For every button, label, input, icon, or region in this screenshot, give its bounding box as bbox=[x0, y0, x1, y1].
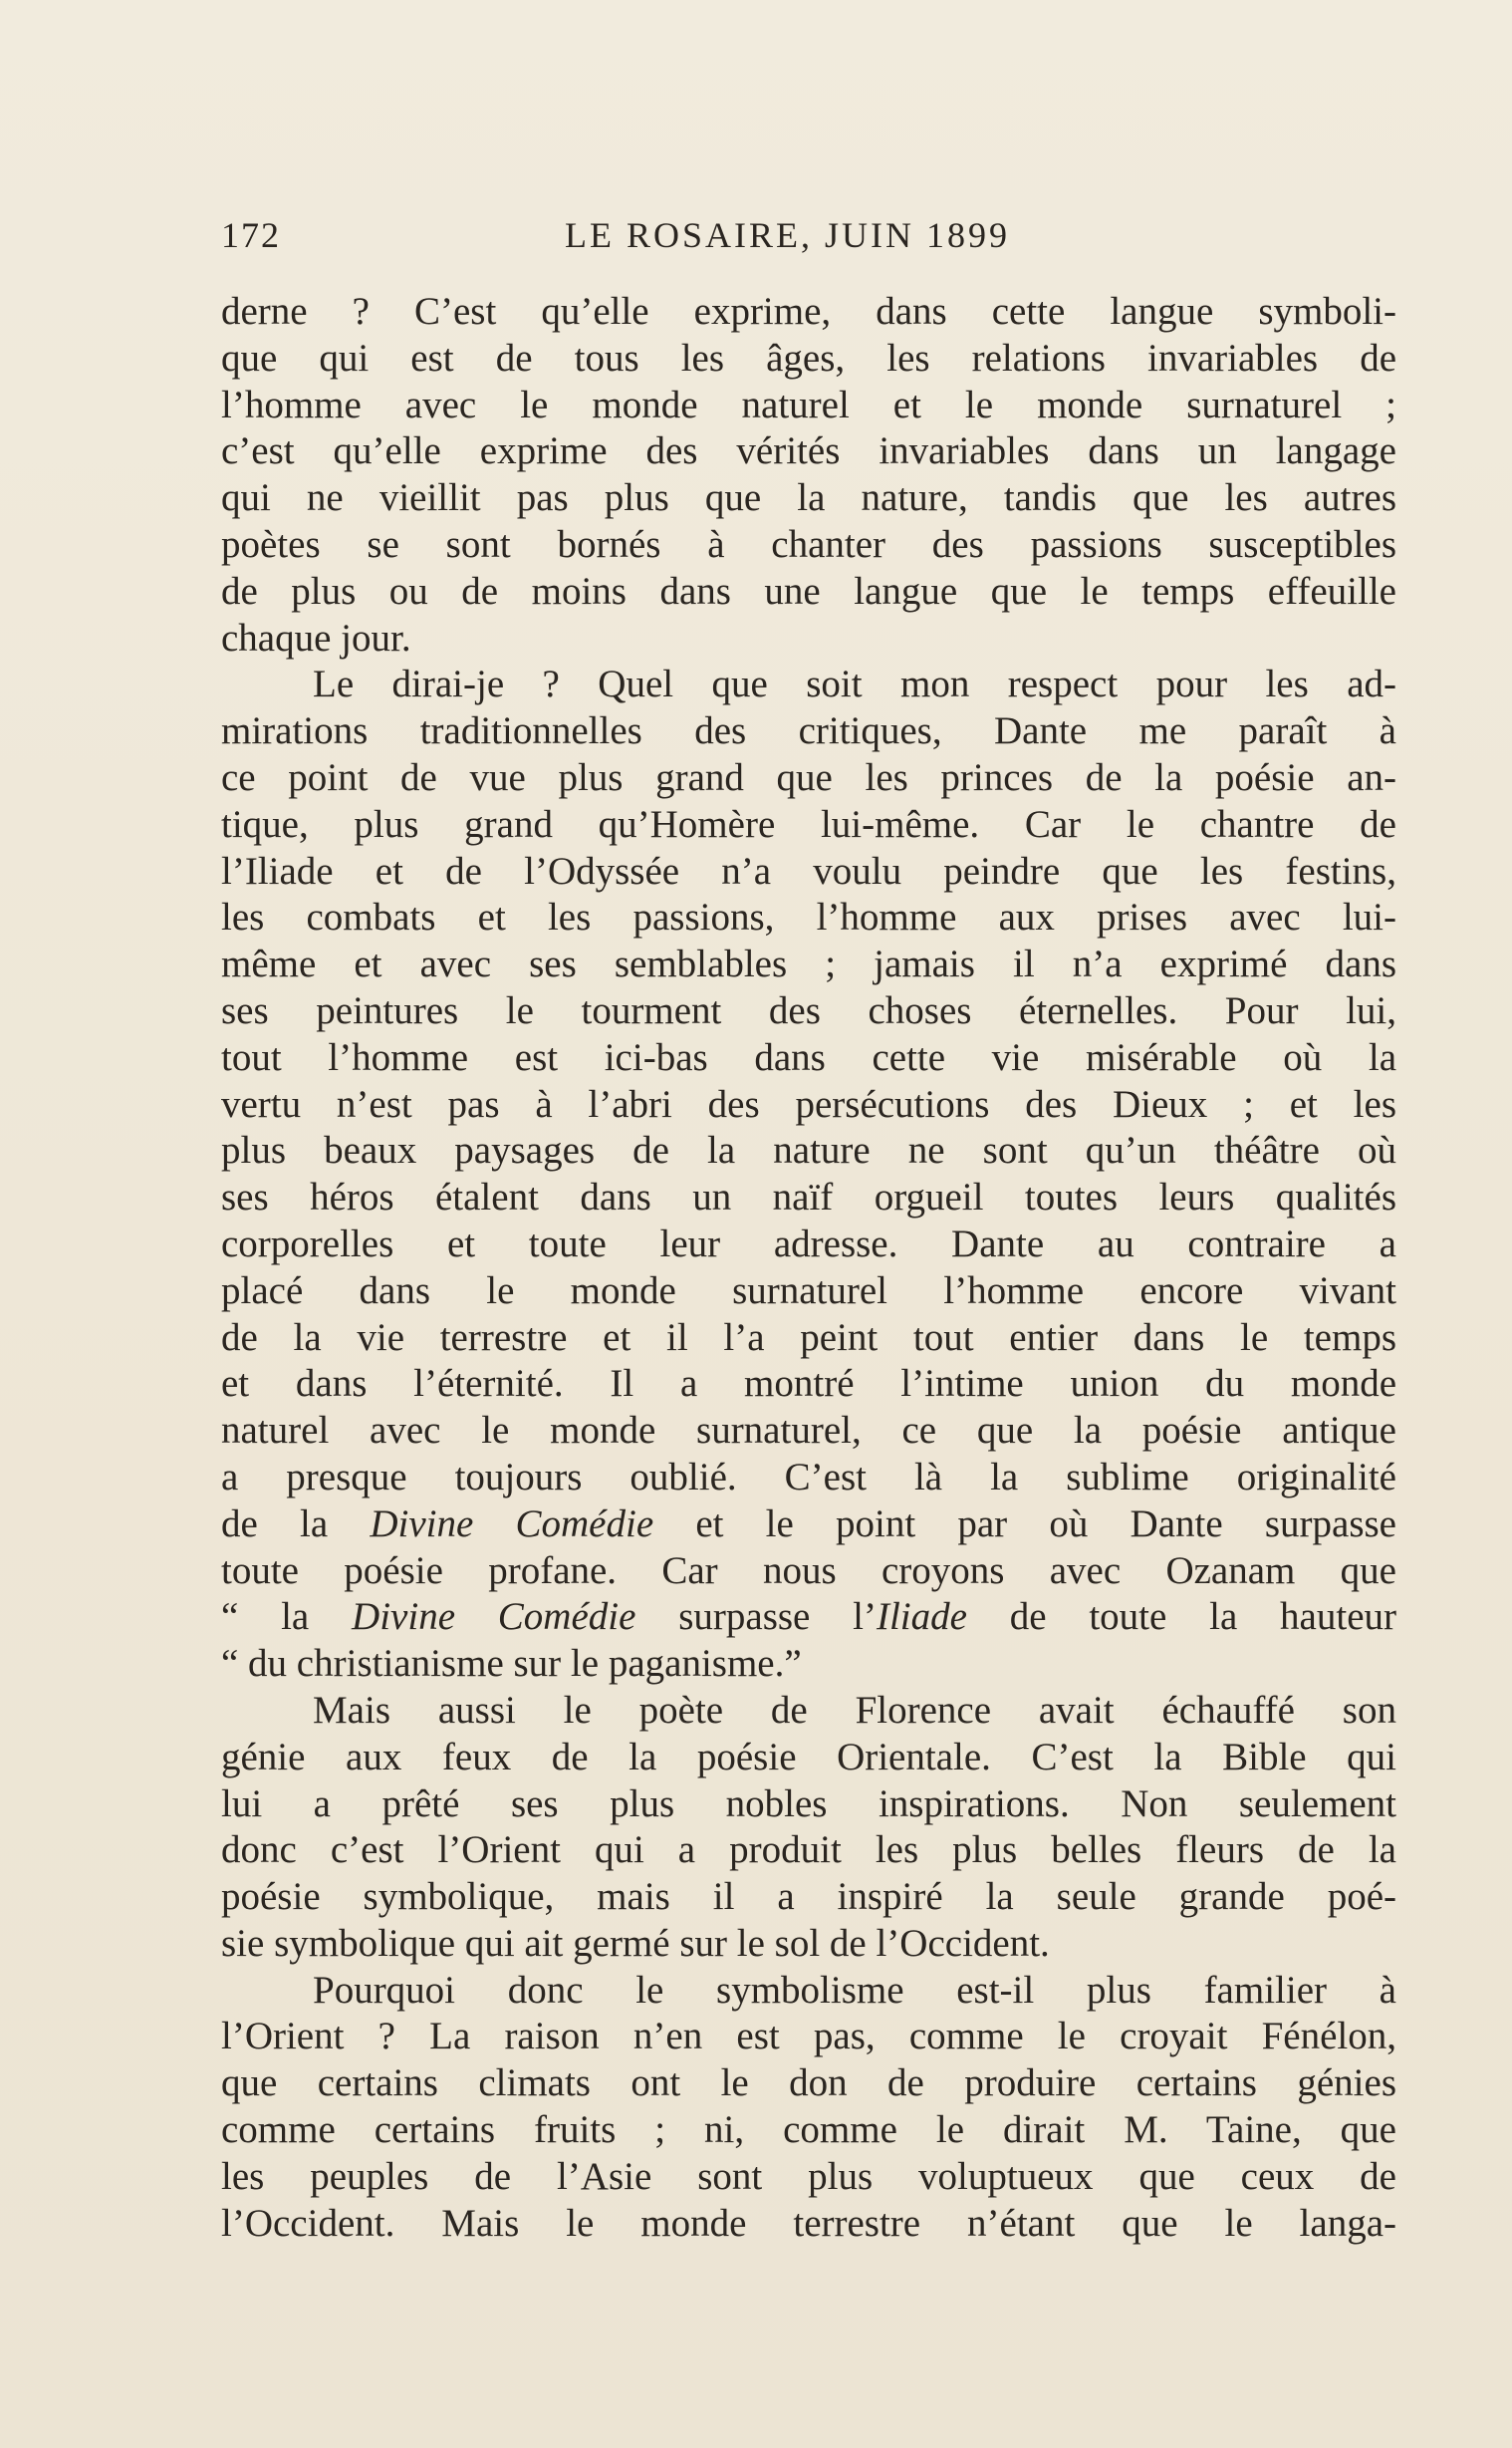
text-line: naturel avec le monde surnaturel, ce que la poésie antique bbox=[221, 1409, 1396, 1453]
text-line: poètes se sont bornés à chanter des passions susceptibles bbox=[221, 522, 1396, 566]
text-line: que certains climats ont le don de produire certains génies bbox=[221, 2061, 1396, 2105]
text-line: sie symbolique qui ait germé sur le sol de l’Occident. bbox=[221, 1921, 1050, 1965]
text-span: de toute la hauteur bbox=[966, 1595, 1396, 1639]
text-line: tout l’homme est ici-bas dans cette vie misérable où la bbox=[221, 1035, 1396, 1079]
text-line: tique, plus grand qu’Homère lui-même. Car le chantre de bbox=[221, 802, 1396, 846]
text-line: plus beaux paysages de la nature ne sont qu’un théâtre où bbox=[221, 1129, 1396, 1173]
text-line: l’Iliade et de l’Odyssée n’a voulu peindre que les festins, bbox=[221, 849, 1396, 893]
page-header bbox=[221, 214, 1396, 264]
text-line: de la vie terrestre et il l’a peint tout entier dans le temps bbox=[221, 1315, 1396, 1359]
text-line: génie aux feux de la poésie Orientale. C’est la Bible qui bbox=[221, 1735, 1396, 1778]
running-head: LE ROSAIRE, JUIN 1899 bbox=[565, 215, 1010, 255]
text-line: les peuples de l’Asie sont plus voluptueux que ceux de bbox=[221, 2154, 1396, 2198]
text-line: comme certains fruits ; ni, comme le dirait M. Taine, que bbox=[221, 2108, 1396, 2152]
text-line: derne ? C’est qu’elle exprime, dans cette langue symboli- bbox=[221, 290, 1396, 333]
text-line: même et avec ses semblables ; jamais il n’a exprimé dans bbox=[221, 943, 1396, 986]
text-line: “ du christianisme sur le paganisme.” bbox=[221, 1642, 802, 1686]
text-line: lui a prêté ses plus nobles inspirations. Non seulement bbox=[221, 1781, 1396, 1825]
page-number: 172 bbox=[221, 215, 281, 255]
text-line: que qui est de tous les âges, les relations invariables de bbox=[221, 336, 1396, 380]
text-line: vertu n’est pas à l’abri des persécutions des Dieux ; et les bbox=[221, 1082, 1396, 1126]
text-line: de plus ou de moins dans une langue que le temps effeuille bbox=[221, 569, 1396, 613]
text-line: et dans l’éternité. Il a montré l’intime union du monde bbox=[221, 1362, 1396, 1406]
text-line: corporelles et toute leur adresse. Dante au contraire a bbox=[221, 1222, 1396, 1265]
text-line: Mais aussi le poète de Florence avait échauffé son bbox=[313, 1688, 1396, 1732]
text-span: surpasse l’ bbox=[635, 1595, 877, 1639]
text-line: c’est qu’elle exprime des vérités invariables dans un langage bbox=[221, 429, 1396, 473]
text-line: chaque jour. bbox=[221, 616, 411, 660]
text-line: a presque toujours oublié. C’est là la sublime originalité bbox=[221, 1455, 1396, 1498]
text-line: Le dirai-je ? Quel que soit mon respect pour les ad- bbox=[313, 663, 1396, 706]
text-line: ses peintures le tourment des choses éternelles. Pour lui, bbox=[221, 988, 1396, 1032]
text-line: ses héros étalent dans un naïf orgueil toutes leurs qualités bbox=[221, 1176, 1396, 1220]
text-line: ce point de vue plus grand que les princes de la poésie an- bbox=[221, 755, 1396, 799]
text-line: toute poésie profane. Car nous croyons avec Ozanam que bbox=[221, 1548, 1396, 1592]
text-line: l’homme avec le monde naturel et le monde surnaturel ; bbox=[221, 383, 1396, 426]
text-line: donc c’est l’Orient qui a produit les plus belles fleurs de la bbox=[221, 1828, 1396, 1872]
text-line: poésie symbolique, mais il a inspiré la seule grande poé- bbox=[221, 1875, 1396, 1919]
text-line: placé dans le monde surnaturel l’homme encore vivant bbox=[221, 1268, 1396, 1312]
text-line bbox=[221, 1594, 1396, 1641]
italic-title: Divine Comédie bbox=[352, 1595, 636, 1639]
text-line: les combats et les passions, l’homme aux prises avec lui- bbox=[221, 896, 1396, 940]
body-text bbox=[221, 289, 1396, 2247]
text-span: et le point par où Dante surpasse bbox=[653, 1501, 1396, 1545]
text-line: l’Occident. Mais le monde terrestre n’étant que le langa- bbox=[221, 2201, 1396, 2245]
italic-title: Iliade bbox=[876, 1595, 967, 1639]
text-line: qui ne vieillit pas plus que la nature, tandis que les autres bbox=[221, 476, 1396, 520]
text-span: de la bbox=[221, 1501, 371, 1545]
text-line: Pourquoi donc le symbolisme est-il plus familier à bbox=[313, 1968, 1396, 2012]
text-span: “ la bbox=[221, 1595, 353, 1639]
italic-title: Divine Comédie bbox=[370, 1501, 654, 1545]
text-line: mirations traditionnelles des critiques, Dante me paraît à bbox=[221, 709, 1396, 753]
text-line bbox=[221, 1501, 1396, 1548]
text-line: l’Orient ? La raison n’en est pas, comme le croyait Fénélon, bbox=[221, 2015, 1396, 2058]
